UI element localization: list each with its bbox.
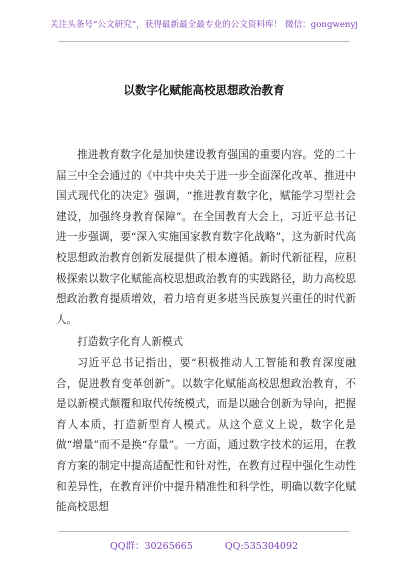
footer-qq: QQ:535304092 bbox=[224, 541, 299, 552]
footer-divider bbox=[58, 531, 350, 532]
footer-contacts bbox=[0, 538, 408, 552]
section-subheading: 打造数字化育人新模式 bbox=[77, 336, 184, 349]
header-notice: 关注头条号“公文研究”，获得最新最全最专业的公文资料库！ 微信：gongwenyj bbox=[50, 20, 358, 30]
document-title: 以数字化赋能高校思想政治教育 bbox=[123, 83, 285, 97]
paragraph-intro: 推进教育数字化是加快建设教育强国的重要内容。党的二十届三中全会通过的《中共中央关于进一步全面深化改革、推进中国式现代化的决定》强调，“推进教育数字化，赋能学习型社会建设，加强终身教育保障”。在全国教育大会上，习近平总书记进一步强调，要“深入实施国家教育数字化战略”，这为新时代高校思想政治教育创新发展提供了根本遵循。新时代新征程，应积极探索以数字化赋能高校思想政治教育的实践路径，助力高校思想政治教育提质增效，着力培育更多堪当民族复兴重任的时代新人。 bbox=[56, 149, 356, 326]
footer-qq-group: QQ群：30265665 bbox=[109, 541, 193, 552]
document-body bbox=[56, 145, 356, 518]
header-divider bbox=[58, 41, 350, 42]
paragraph-section-1: 习近平总书记指出，要“积极推动人工智能和教育深度融合，促进教育变革创新”。以数字化赋能高校思想政治教育，不是以新模式颠覆和取代传统模式，而是以融合创新为导向，把握育人本质，打造新型育人模式。从这个意义上说，数字化是做“增量”而不是换“存量”。一方面，通过数字技术的运用，在教育方案的制定中提高适配性和针对性，在教育过程中强化生动性和差异性，在教育评价中提升精准性和科学性，明确以数字化赋能高校思想 bbox=[56, 356, 356, 514]
